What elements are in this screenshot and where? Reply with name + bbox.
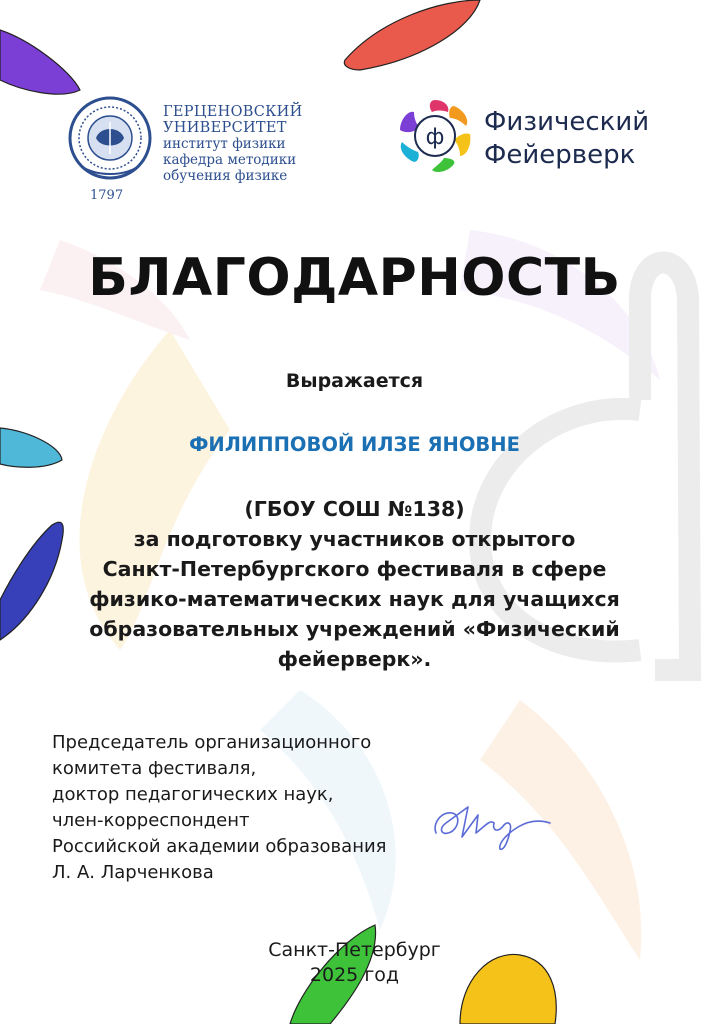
festival-logo-icon <box>392 96 478 176</box>
signer-line: Председатель организационного <box>52 732 372 753</box>
place-year: 2025 год <box>309 964 400 986</box>
university-founding-year: 1797 <box>90 188 124 203</box>
university-line: УНИВЕРСИТЕТ <box>163 120 287 136</box>
certificate-body <box>40 494 669 674</box>
expressed-label: Выражается <box>285 370 424 392</box>
handwritten-signature <box>428 793 558 855</box>
university-line: институт физики <box>163 136 286 152</box>
petal-red <box>344 0 480 70</box>
festival-name-line: Фейерверк <box>484 140 636 170</box>
body-line: за подготовку участников открытого <box>133 527 576 551</box>
place-city: Санкт-Петербург <box>268 939 441 961</box>
university-line: кафедра методики <box>163 152 297 168</box>
body-line: Санкт-Петербургского фестиваля в сфере <box>102 557 607 581</box>
petal-purple <box>0 30 80 94</box>
university-line: ГЕРЦЕНОВСКИЙ <box>163 104 303 120</box>
festival-name-line: Физический <box>484 107 650 137</box>
signer-line: член-корреспондент <box>52 810 250 831</box>
university-line: обучения физике <box>163 168 288 184</box>
place-date-block <box>0 938 709 988</box>
body-line: образовательных учреждений «Физический <box>89 617 620 641</box>
signer-line: Л. А. Ларченкова <box>52 862 214 883</box>
body-line: физико-математических наук для учащихся <box>89 587 620 611</box>
body-line: фейерверк». <box>277 647 432 671</box>
signer-line: Российской академии образования <box>52 836 387 857</box>
body-line: (ГБОУ СОШ №138) <box>244 497 465 521</box>
university-name-block <box>163 104 303 184</box>
signer-line: комитета фестиваля, <box>52 758 257 779</box>
recipient-name: ФИЛИППОВОЙ ИЛЗЕ ЯНОВНЕ <box>189 433 520 456</box>
svg-text:ф: ф <box>425 125 445 150</box>
university-emblem-icon <box>64 92 156 188</box>
certificate-title: БЛАГОДАРНОСТЬ <box>88 248 621 308</box>
signer-line: доктор педагогических наук, <box>52 784 334 805</box>
festival-name <box>484 106 649 172</box>
signer-block <box>52 730 387 886</box>
